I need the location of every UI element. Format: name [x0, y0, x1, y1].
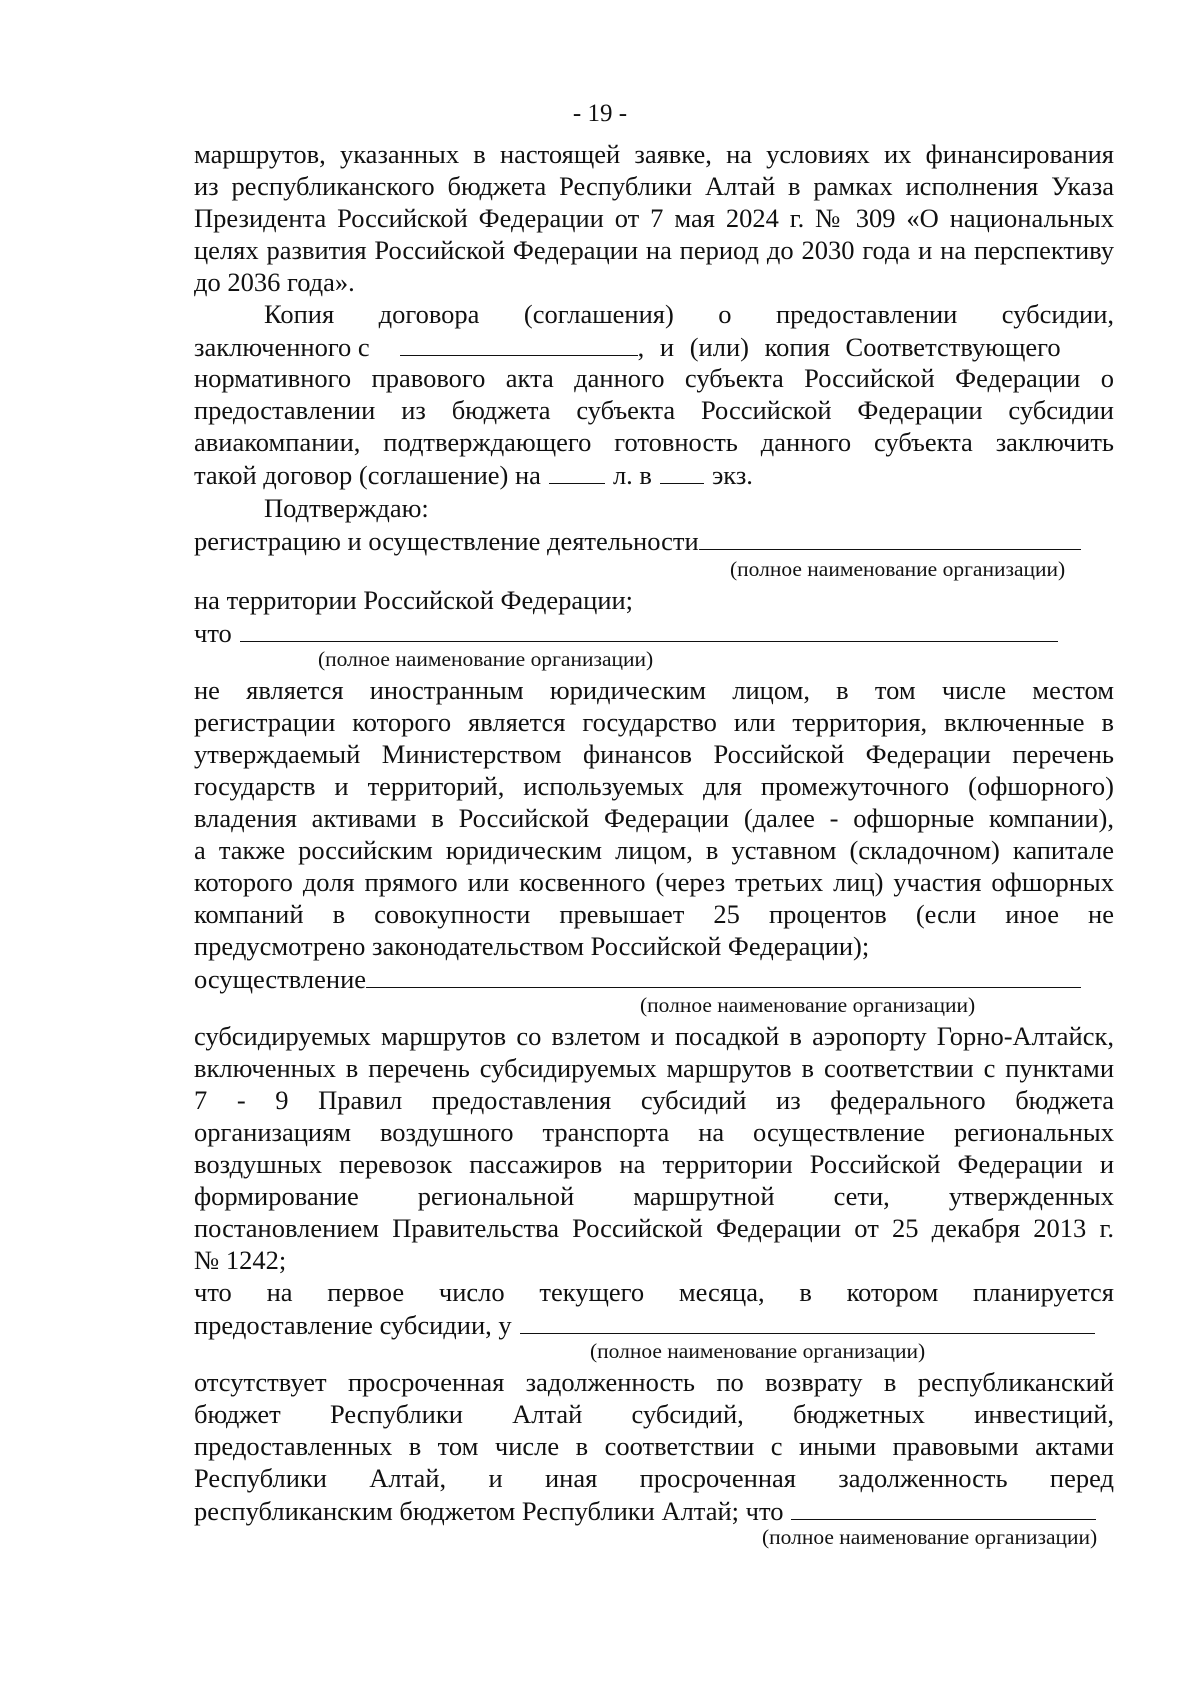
field-caption: (полное наименование организации) — [640, 993, 976, 1017]
blank-line — [400, 330, 638, 356]
text-line: № 1242; — [194, 1245, 287, 1275]
text-line: регистрации которого является государство или территория, включенные в — [194, 707, 1114, 737]
text-line: предусмотрено законодательством Российской Федерации); — [194, 931, 870, 961]
text-fragment: л. в — [612, 460, 652, 490]
text-line: компаний в совокупности превышает 25 процентов (если иное не — [194, 899, 1114, 929]
text-line: предоставлении из бюджета субъекта Российской Федерации субсидии — [194, 395, 1114, 425]
text-line: постановлением Правительства Российской Федерации от 25 декабря 2013 г. — [194, 1213, 1114, 1243]
blank-line — [660, 458, 704, 484]
text-fragment: осуществление — [194, 964, 367, 994]
text-line: авиакомпании, подтверждающего готовность данного субъекта заключить — [194, 427, 1114, 457]
text-line — [194, 330, 1114, 362]
field-caption: (полное наименование организации) — [762, 1525, 1098, 1549]
text-fragment: , и (или) копия Соответствующего — [637, 332, 1061, 362]
text-line — [194, 962, 1114, 994]
field-caption: (полное наименование организации) — [590, 1339, 926, 1363]
text-line — [194, 616, 1114, 648]
text-line: утверждаемый Министерством финансов Российской Федерации перечень — [194, 739, 1114, 769]
text-line: предоставленных в том числе в соответствии с иными правовыми актами — [194, 1431, 1114, 1461]
text-line: а также российским юридическим лицом, в уставном (складочном) капитале — [194, 835, 1114, 865]
text-line: субсидируемых маршрутов со взлетом и посадкой в аэропорту Горно-Алтайск, — [194, 1021, 1114, 1051]
text-line — [194, 524, 1114, 556]
text-line: воздушных перевозок пассажиров на территории Российской Федерации и — [194, 1149, 1114, 1179]
text-line: нормативного правового акта данного субъекта Российской Федерации о — [194, 363, 1114, 393]
field-caption: (полное наименование организации) — [318, 647, 654, 671]
section-heading: Подтверждаю: — [264, 493, 429, 523]
page-number: - 19 - — [572, 100, 628, 127]
text-line: организациям воздушного транспорта на осуществление региональных — [194, 1117, 1114, 1147]
blank-line — [240, 616, 1058, 642]
text-line: Копия договора (соглашения) о предоставлении субсидии, — [264, 299, 1114, 329]
text-line: не является иностранным юридическим лицом, в том числе местом — [194, 675, 1114, 705]
text-line: владения активами в Российской Федерации (далее - офшорные компании), — [194, 803, 1114, 833]
text-fragment: такой договор (соглашение) на — [194, 460, 541, 490]
text-fragment: заключенного с — [194, 332, 370, 362]
text-line — [194, 1308, 1114, 1340]
text-line: Президента Российской Федерации от 7 мая 2024 г. № 309 «О национальных — [194, 203, 1114, 233]
text-line: до 2036 года». — [194, 267, 355, 297]
text-fragment: республиканским бюджетом Республики Алтай; что — [194, 1496, 784, 1526]
blank-line — [791, 1494, 1096, 1520]
text-line: целях развития Российской Федерации на период до 2030 года и на перспективу — [194, 235, 1114, 265]
text-line: маршрутов, указанных в настоящей заявке, на условиях их финансирования — [194, 139, 1114, 169]
text-line: из республиканского бюджета Республики Алтай в рамках исполнения Указа — [194, 171, 1114, 201]
text-fragment: предоставление субсидии, у — [194, 1310, 512, 1340]
text-line: Республики Алтай, и иная просроченная задолженность перед — [194, 1463, 1114, 1493]
blank-line — [549, 458, 605, 484]
text-line: 7 - 9 Правил предоставления субсидий из федерального бюджета — [194, 1085, 1114, 1115]
text-fragment: регистрацию и осуществление деятельности — [194, 526, 699, 556]
text-line: которого доля прямого или косвенного (через третьих лиц) участия офшорных — [194, 867, 1114, 897]
text-line — [194, 458, 1114, 490]
text-fragment: экз. — [711, 460, 753, 490]
blank-line — [699, 524, 1081, 550]
text-line: бюджет Республики Алтай субсидий, бюджетных инвестиций, — [194, 1399, 1114, 1429]
text-fragment: что — [194, 618, 232, 648]
text-line: государств и территорий, используемых для промежуточного (офшорного) — [194, 771, 1114, 801]
text-line — [194, 1494, 1114, 1526]
text-line: формирование региональной маршрутной сети, утвержденных — [194, 1181, 1114, 1211]
text-line: включенных в перечень субсидируемых маршрутов в соответствии с пунктами — [194, 1053, 1114, 1083]
text-line: что на первое число текущего месяца, в котором планируется — [194, 1277, 1114, 1307]
field-caption: (полное наименование организации) — [730, 557, 1066, 581]
blank-line — [366, 962, 1081, 988]
text-line: на территории Российской Федерации; — [194, 585, 634, 615]
blank-line — [520, 1308, 1095, 1334]
text-line: отсутствует просроченная задолженность по возврату в республиканский — [194, 1367, 1114, 1397]
